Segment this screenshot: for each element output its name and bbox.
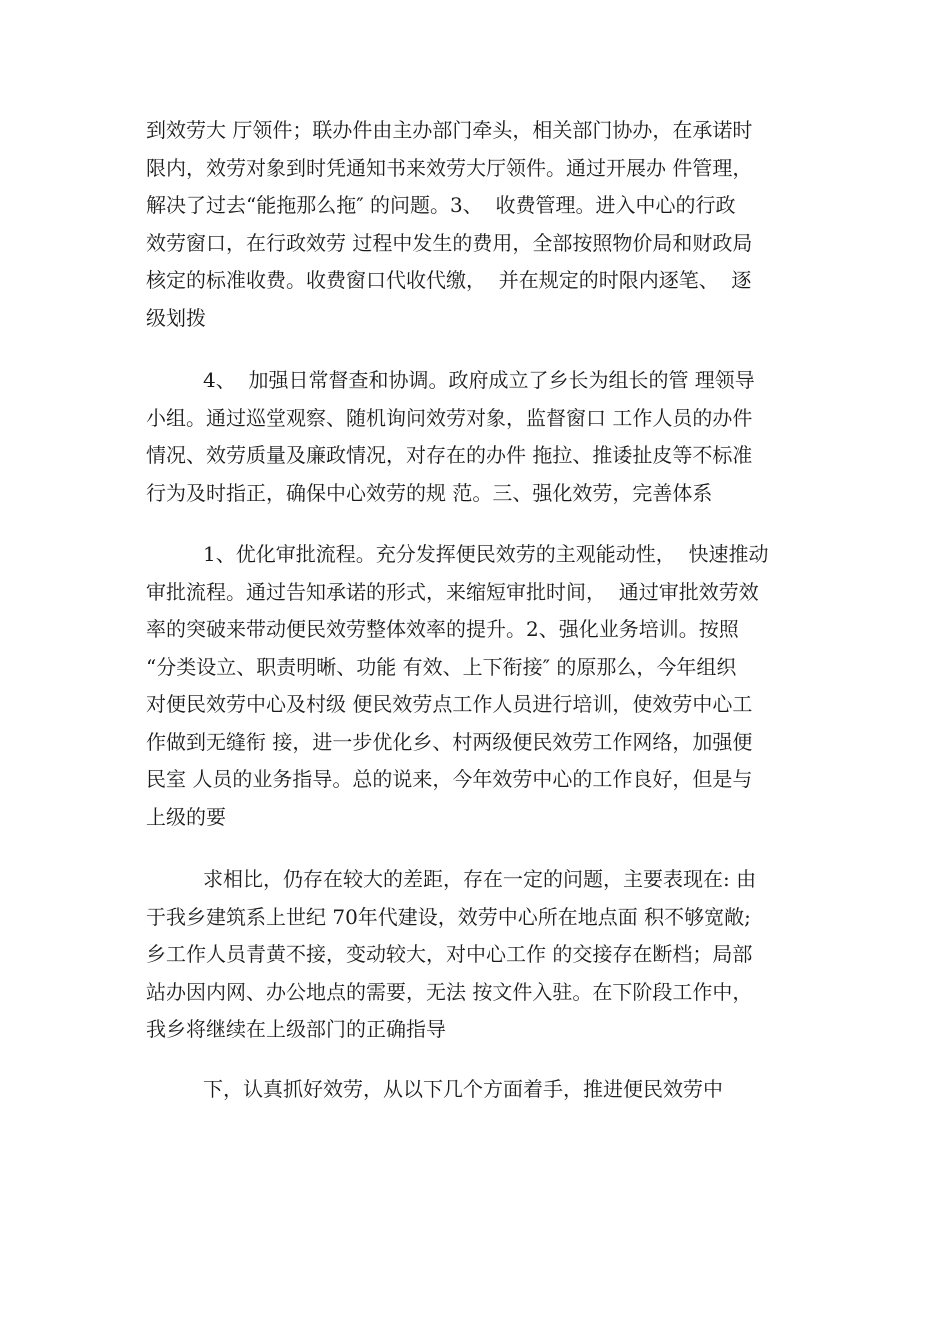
text-line: 效劳窗口，在行政效劳 过程中发生的费用，全部按照物价局和财政局 (146, 230, 753, 255)
text-line: 下，认真抓好效劳，从以下几个方面着手，推进便民效劳中 (203, 1077, 723, 1101)
text-line: 解决了过去“能拖那么拖″ 的问题。3、 收费管理。进入中心的行政 (146, 193, 736, 217)
text-line: 1、优化审批流程。充分发挥便民效劳的主观能动性， 快速推动 (203, 542, 769, 566)
text-line: 求相比，仍存在较大的差距，存在一定的问题，主要表现在: 由 (203, 867, 757, 891)
paragraph-4 (146, 861, 814, 1049)
text-line: 作做到无缝衔 接，进一步优化乡、村两级便民效劳工作网络，加强便 (146, 729, 753, 754)
paragraph-5 (146, 1071, 814, 1109)
text-line: 我乡将继续在上级部门的正确指导 (146, 1017, 446, 1041)
text-line: 于我乡建筑系上世纪 70年代建设，效劳中心所在地点面 积不够宽敞; (146, 904, 751, 929)
text-line: 小组。通过巡堂观察、随机询问效劳对象，监督窗口 工作人员的办件 (146, 405, 753, 430)
text-line: “分类设立、职责明晰、功能 有效、上下衔接″ 的原那么，今年组织 (146, 654, 737, 679)
text-line: 上级的要 (146, 804, 226, 829)
text-line: 审批流程。通过告知承诺的形式，来缩短审批时间， 通过审批效劳效 (146, 579, 759, 604)
text-line: 率的突破来带动便民效劳整体效率的提升。2、强化业务培训。按照 (146, 617, 739, 641)
text-line: 限内，效劳对象到时凭通知书来效劳大厅领件。通过开展办 件管理， (146, 155, 753, 180)
text-line: 民室 人员的业务指导。总的说来，今年效劳中心的工作良好，但是与 (146, 767, 753, 791)
text-line: 对便民效劳中心及村级 便民效劳点工作人员进行培训，使效劳中心工 (146, 692, 753, 716)
text-line: 乡工作人员青黄不接，变动较大，对中心工作 的交接存在断档；局部 (146, 942, 753, 966)
text-line: 级划拨 (146, 305, 206, 330)
text-line: 4、 加强日常督查和协调。政府成立了乡长为组长的管 理领导 (203, 368, 755, 392)
text-line: 情况、效劳质量及廉政情况，对存在的办件 拖拉、推诿扯皮等不标准 (146, 443, 753, 467)
paragraph-3 (146, 536, 814, 836)
text-line: 站办因内网、办公地点的需要，无法 按文件入驻。在下阶段工作中， (146, 979, 753, 1004)
paragraph-1 (146, 112, 814, 337)
paragraph-2 (146, 362, 814, 512)
text-line: 核定的标准收费。收费窗口代收代缴， 并在规定的时限内逐笔、 逐 (146, 268, 752, 292)
text-line: 到效劳大 厅领件；联办件由主办部门牵头，相关部门协办，在承诺时 (146, 118, 753, 142)
text-line: 行为及时指正，确保中心效劳的规 范。三、强化效劳，完善体系 (146, 480, 713, 505)
